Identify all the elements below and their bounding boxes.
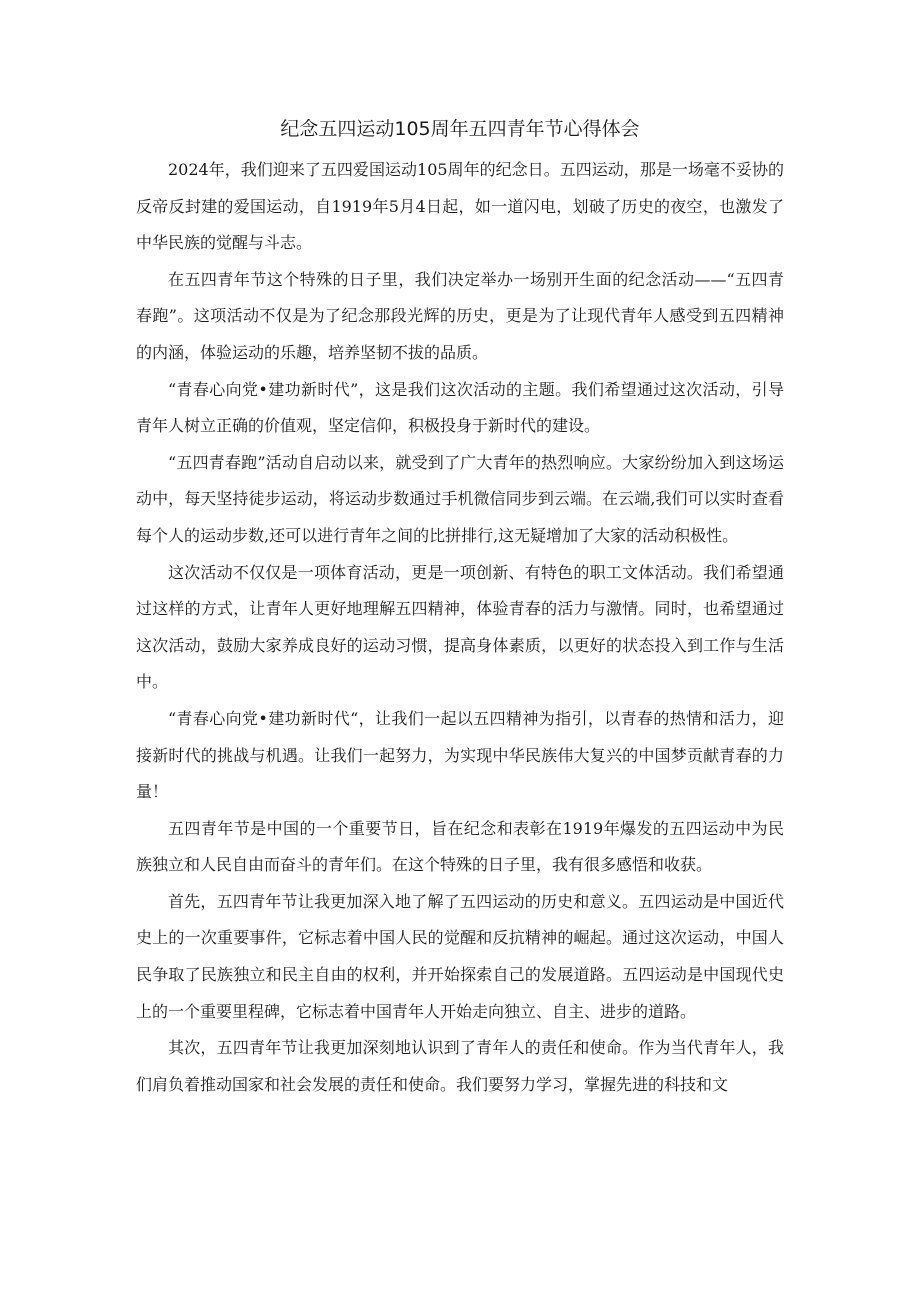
paragraph: 五四青年节是中国的一个重要节日，旨在纪念和表彰在1919年爆发的五四运动中为民族独立和人民自由而奋斗的青年们。在这个特殊的日子里，我有很多感悟和收获。 <box>136 818 784 875</box>
document-title: 纪念五四运动105周年五四青年节心得体会 <box>280 118 640 140</box>
paragraph: 首先，五四青年节让我更加深入地了解了五四运动的历史和意义。五四运动是中国近代史上的一次重要事件，它标志着中国人民的觉醒和反抗精神的崛起。通过这次运动，中国人民争取了民族独立和民主自由的权利，并开始探索自己的发展道路。五四运动是中国现代史上的一个重要里程碑，它标志着中国青年人开始走向独立、自主、进步的道路。 <box>136 891 784 1021</box>
paragraph: 这次活动不仅仅是一项体育活动，更是一项创新、有特色的职工文体活动。我们希望通过这样的方式，让青年人更好地理解五四精神，体验青春的活力与激情。同时，也希望通过这次活动，鼓励大家养成良好的运动习惯，提高身体素质，以更好的状态投入到工作与生活中。 <box>136 562 784 692</box>
paragraph: 2024年，我们迎来了五四爱国运动105周年的纪念日。五四运动，那是一场毫不妥协的反帝反封建的爱国运动，自1919年5月4日起，如一道闪电，划破了历史的夜空，也激发了中华民族的觉醒与斗志。 <box>136 160 784 253</box>
paragraph: “五四青春跑”活动自启动以来，就受到了广大青年的热烈响应。大家纷纷加入到这场运动中，每天坚持徒步运动，将运动步数通过手机微信同步到云端。在云端,我们可以实时查看每个人的运动步数,还可以进行青年之间的比拼排行,这无疑增加了大家的活动积极性。 <box>136 452 784 545</box>
document-body <box>136 152 784 1103</box>
paragraph: “青春心向党•建功新时代“，让我们一起以五四精神为指引，以青春的热情和活力，迎接新时代的挑战与机遇。让我们一起努力，为实现中华民族伟大复兴的中国梦贡献青春的力量！ <box>136 708 784 802</box>
paragraph: 在五四青年节这个特殊的日子里，我们决定举办一场别开生面的纪念活动——“五四青春跑”。这项活动不仅是为了纪念那段光辉的历史，更是为了让现代青年人感受到五四精神的内涵，体验运动的乐趣，培养坚韧不拔的品质。 <box>136 269 784 362</box>
paragraph: 其次，五四青年节让我更加深刻地认识到了青年人的责任和使命。作为当代青年人，我们肩负着推动国家和社会发展的责任和使命。我们要努力学习，掌握先进的科技和文 <box>136 1038 784 1094</box>
paragraph: “青春心向党•建功新时代”，这是我们这次活动的主题。我们希望通过这次活动，引导青年人树立正确的价值观，坚定信仰，积极投身于新时代的建设。 <box>136 379 784 436</box>
